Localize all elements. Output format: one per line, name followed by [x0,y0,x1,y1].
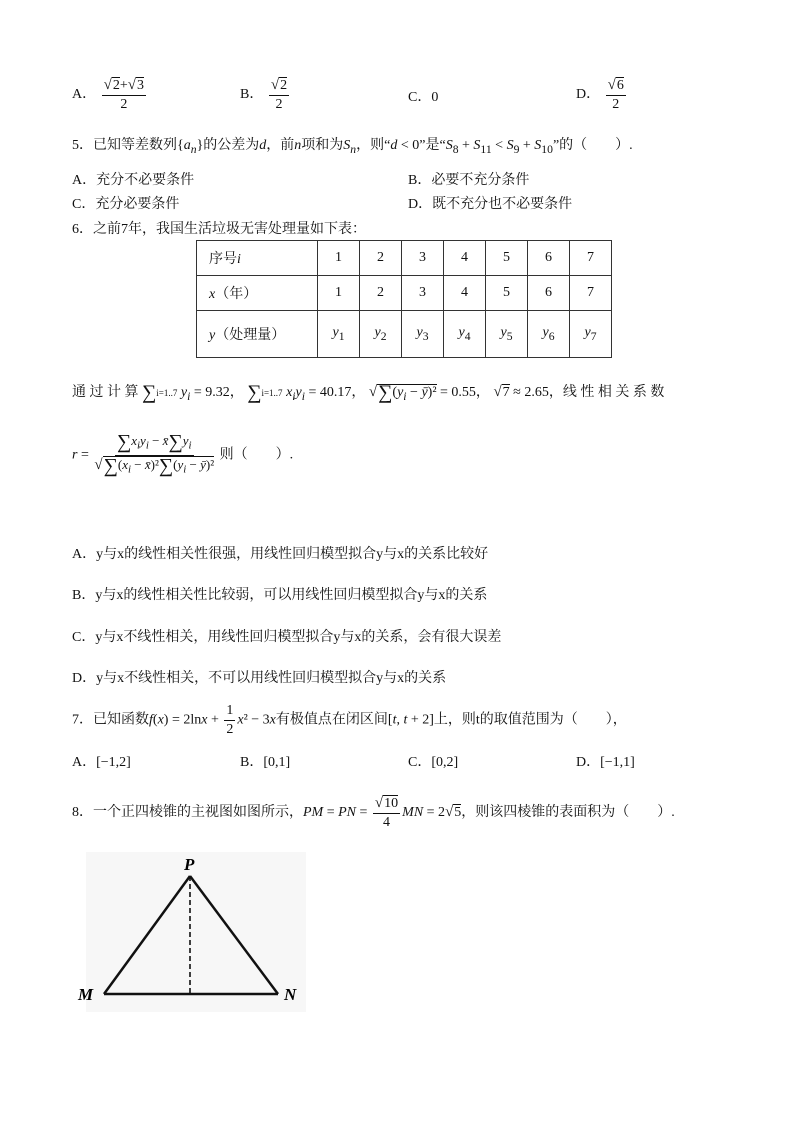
q5-stem: 5．已知等差数列$\{a_n\}$的公差为d，前n项和为$S_n$，则“d < 0”是“$S_8 + S_{11} < S_9 + S_{10}$”的（ ）. [72,138,633,156]
q5-option-d: D．既不充分也不必要条件 [408,197,573,212]
q6-r-formula: r = $\frac{\sum x_iy_i - x̄\sum y_i}{√\sum(x_i - x̄)^2\sum(y_i - ȳ)^2}$ 则（ ）. [72,431,294,477]
q7-option-a: A．[−1,2] [72,755,131,770]
q4-option-a-formula: $\frac{√2+√3}{2}$ [103,77,144,112]
label-m: M [78,985,94,1004]
q6-data-table [196,240,612,358]
q5-option-a: A．充分不必要条件 [72,173,195,188]
q6-calc-line: 通 过 计 算 ∑i=1..7 $y_i = 9.32$， ∑i=1..7 $x_iy_i = 40.17$， $√\sum(y_i$ − ȳ)² = 0.55， √7 ≈ 2.65，线 性 相 关 系 数 [72,381,665,404]
table-row: 序号i 1 2 3 4 5 6 7 [197,241,612,276]
table-row: y（处理量） $y_1$ $y_2$ $y_3$ $y_4$ $y_5$ $y_6$ $y_7$ [197,311,612,358]
label-n: N [284,985,297,1004]
q5-option-c: C．充分必要条件 [72,197,180,212]
q6-option-c: C．y与x不线性相关，用线性回归模型拟合y与x的关系，会有很大误差 [72,630,502,645]
q7-option-b: B．[0,1] [240,755,291,770]
q8-stem: 8．一个正四棱锥的主视图如图所示，PM = PN = $\frac{√10}{4}$ MN = 2√5，则该四棱锥的表面积为（ ）. [72,795,675,830]
q4-option-c: C．0 [408,90,439,105]
q7-option-d: D．[−1,1] [576,755,635,770]
q5-option-b: B．必要不充分条件 [408,173,530,188]
q4-option-d: D． $\frac{√6}{2}$ [576,77,624,112]
label-p: P [184,855,195,874]
q6-option-a: A．y与x的线性相关性很强，用线性回归模型拟合y与x的关系比较好 [72,547,489,562]
table-row: x（年） 1 2 3 4 5 6 7 [197,276,612,311]
q7-option-c: C．[0,2] [408,755,459,770]
q4-option-b: B． $\frac{√2}{2}$ [240,77,288,112]
q8-pyramid-figure [72,848,312,1018]
q7-stem: 7．已知函数f(x) = 2lnx + $\frac{1}{2}$ x² − 3x有极值点在闭区间[t, t + 2]上，则t的取值范围为（ ）， [72,703,627,737]
q6-stem: 6．之前7年，我国生活垃圾无害处理量如下表： [72,222,366,237]
q6-option-d: D．y与x不线性相关，不可以用线性回归模型拟合y与x的关系 [72,671,447,686]
q6-option-b: B．y与x的线性相关性比较弱，可以用线性回归模型拟合y与x的关系 [72,588,488,603]
q4-option-a: A． $\frac{√2+√3}{2}$ [72,77,144,112]
